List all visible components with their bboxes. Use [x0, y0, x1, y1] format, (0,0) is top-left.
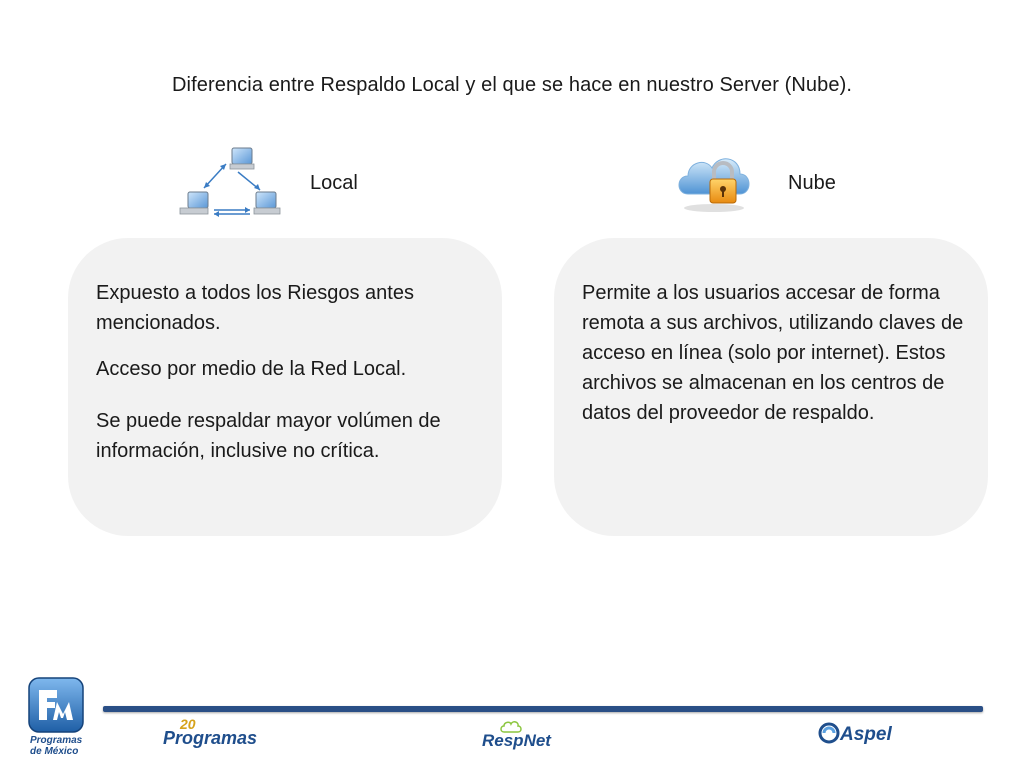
local-point-3: Se puede respaldar mayor volúmen de información, inclusive no crítica. [96, 410, 441, 462]
local-card [68, 238, 502, 536]
programas-logo-text: Programas [163, 728, 258, 748]
nube-label: Nube [788, 172, 836, 194]
slide-title: Diferencia entre Respaldo Local y el que se hace en nuestro Server (Nube). [172, 74, 852, 96]
cloud-lock-icon [674, 146, 756, 216]
footer-divider [103, 706, 983, 712]
nube-description: Permite a los usuarios accesar de forma remota a sus archivos, utilizando claves de acceso en línea (solo por internet). Estos archivos se almacenan en los centros de datos del proveedor de respaldo. [582, 282, 964, 424]
anniversary-badge: 20 [180, 716, 196, 732]
aspel-swirl-icon [818, 722, 840, 744]
programas-de-mexico-logo [27, 676, 85, 734]
respnet-logo-text: RespNet [482, 731, 551, 750]
local-label: Local [310, 172, 358, 194]
nube-card [554, 238, 988, 536]
local-point-2: Acceso por medio de la Red Local. [96, 358, 407, 380]
programas-de-mexico-text: Programas de México [30, 735, 83, 757]
network-computers-icon [176, 144, 284, 222]
aspel-logo-text: Aspel [840, 724, 892, 745]
local-point-1: Expuesto a todos los Riesgos antes mencionados. [96, 282, 414, 334]
